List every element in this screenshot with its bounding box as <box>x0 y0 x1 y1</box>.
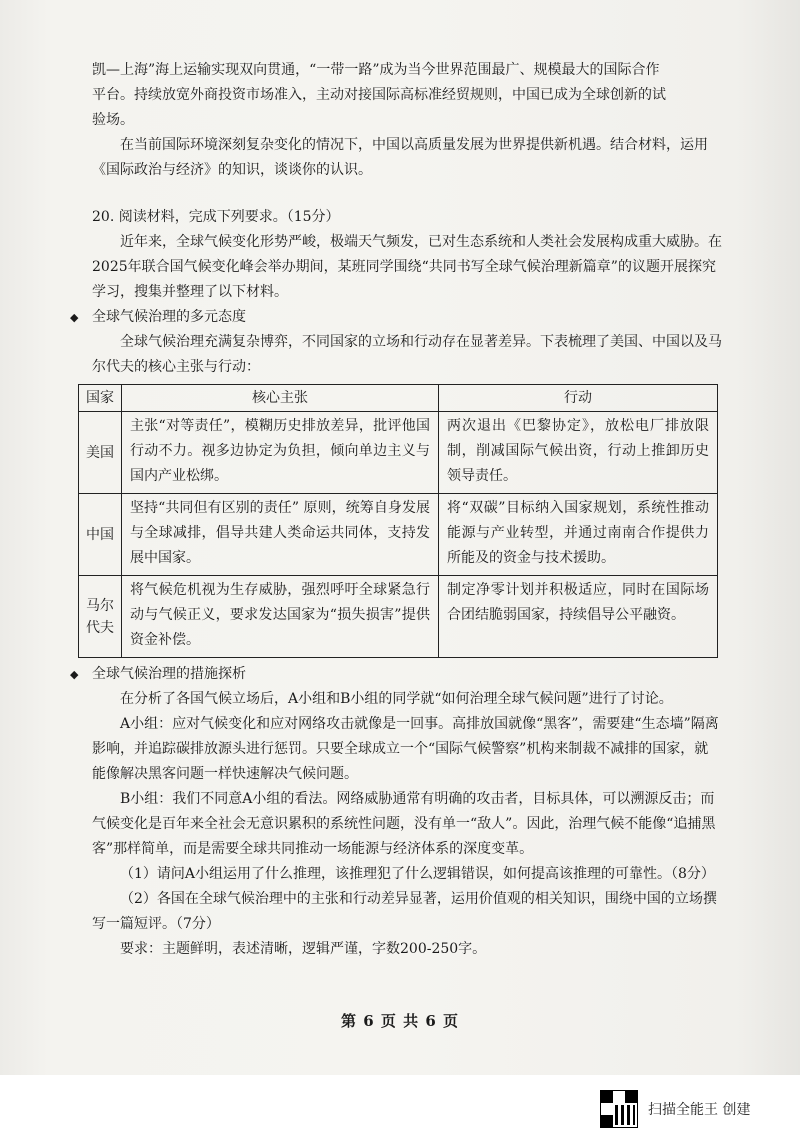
sub-question-1: （1）请问A小组运用了什么推理，该推理犯了什么逻辑错误，如何提高该推理的可靠性。（8分） <box>120 866 715 882</box>
table-cell-action: 制定净零计划并积极适应，同时在国际场合团结脆弱国家，持续倡导公平融资。 <box>439 576 718 658</box>
table-cell-country: 马尔代夫 <box>79 576 122 658</box>
table-row <box>79 576 718 658</box>
section2-heading <box>66 662 722 687</box>
table-row <box>79 412 718 494</box>
table-cell-claim: 主张“对等责任”，模糊历史排放差异，批评他国行动不力。视多边协定为负担，倾向单边主义与国内产业松绑。 <box>122 412 439 494</box>
writing-requirement: 要求：主题鲜明，表述清晰，逻辑严谨，字数200-250字。 <box>120 941 487 957</box>
section2-intro: 在分析了各国气候立场后，A小组和B小组的同学就“如何治理全球气候问题”进行了讨论。 <box>120 691 673 707</box>
sub-question-2: （2）各国在全球气候治理中的主张和行动差异显著，运用价值观的相关知识，围绕中国的立场撰写一篇短评。（7分） <box>92 891 717 932</box>
table-header-country: 国家 <box>79 385 122 412</box>
group-b-statement: B小组：我们不同意A小组的看法。网络威胁通常有明确的攻击者，目标具体，可以溯源反击；而气候变化是百年来全社会无意识累积的系统性问题，没有单一“敌人”。因此，治理气候不能像“追捕黑客”那样简单，而是需要全球共同推动一场能源与经济体系的深度变革。 <box>92 791 716 857</box>
section2-title: 全球气候治理的措施探析 <box>92 666 246 682</box>
table-header-claim: 核心主张 <box>122 385 439 412</box>
table-row <box>79 494 718 576</box>
page-number: 第 6 页 共 6 页 <box>341 1012 459 1030</box>
table-cell-claim: 坚持“共同但有区别的责任” 原则，统筹自身发展与全球减排，倡导共建人类命运共同体，支持发展中国家。 <box>122 494 439 576</box>
table-cell-country: 中国 <box>79 494 122 576</box>
scanner-watermark <box>600 1090 750 1128</box>
group-a-statement: A小组：应对气候变化和应对网络攻击就像是一回事。高排放国就像“黑客”，需要建“生态墙”隔离影响，并追踪碳排放源头进行惩罚。只要全球成立一个“国际气候警察”机构来制裁不减排的国家，就能像解决黑客问题一样快速解决气候问题。 <box>92 716 719 782</box>
q19-prompt: 在当前国际环境深刻复杂变化的情况下，中国以高质量发展为世界提供新机遇。结合材料，运用《国际政治与经济》的知识，谈谈你的认识。 <box>92 137 708 178</box>
scanner-watermark-label: 扫描全能王 创建 <box>648 1102 751 1118</box>
country-stance-table <box>78 384 718 658</box>
q20-title: 20. 阅读材料，完成下列要求。（15分） <box>92 209 340 225</box>
table-cell-action: 将“双碳”目标纳入国家规划，系统性推动能源与产业转型，并通过南南合作提供力所能及的资金与技术援助。 <box>439 494 718 576</box>
qr-code-icon <box>600 1090 638 1128</box>
exam-page <box>70 58 722 962</box>
table-cell-action: 两次退出《巴黎协定》，放松电厂排放限制，削减国际气候出资，行动上推卸历史领导责任。 <box>439 412 718 494</box>
section1-text: 全球气候治理充满复杂博弈，不同国家的立场和行动存在显著差异。下表梳理了美国、中国以及马尔代夫的核心主张与行动： <box>92 334 722 375</box>
table-header-row <box>79 385 718 412</box>
continued-text-line-2: 平台。持续放宽外商投资市场准入，主动对接国际高标准经贸规则，中国已成为全球创新的试 <box>92 87 666 103</box>
section1-title: 全球气候治理的多元态度 <box>92 309 246 325</box>
table-header-action: 行动 <box>439 385 718 412</box>
q20-intro: 近年来，全球气候变化形势严峻，极端天气频发，已对生态系统和人类社会发展构成重大威胁。在2025年联合国气候变化峰会举办期间，某班同学围绕“共同书写全球气候治理新篇章”的议题开展探究学习，搜集并整理了以下材料。 <box>92 234 722 300</box>
continued-text-line-1: 凯—上海”海上运输实现双向贯通，“一带一路”成为当今世界范围最广、规模最大的国际合作 <box>92 62 660 78</box>
section1-heading <box>66 305 722 330</box>
table-cell-country: 美国 <box>79 412 122 494</box>
diamond-bullet-icon: ◆ <box>70 311 79 324</box>
diamond-bullet-icon: ◆ <box>70 668 79 681</box>
continued-text-line-3: 验场。 <box>92 112 134 128</box>
table-cell-claim: 将气候危机视为生存威胁，强烈呼吁全球紧急行动与气候正义，要求发达国家为“损失损害”提供资金补偿。 <box>122 576 439 658</box>
